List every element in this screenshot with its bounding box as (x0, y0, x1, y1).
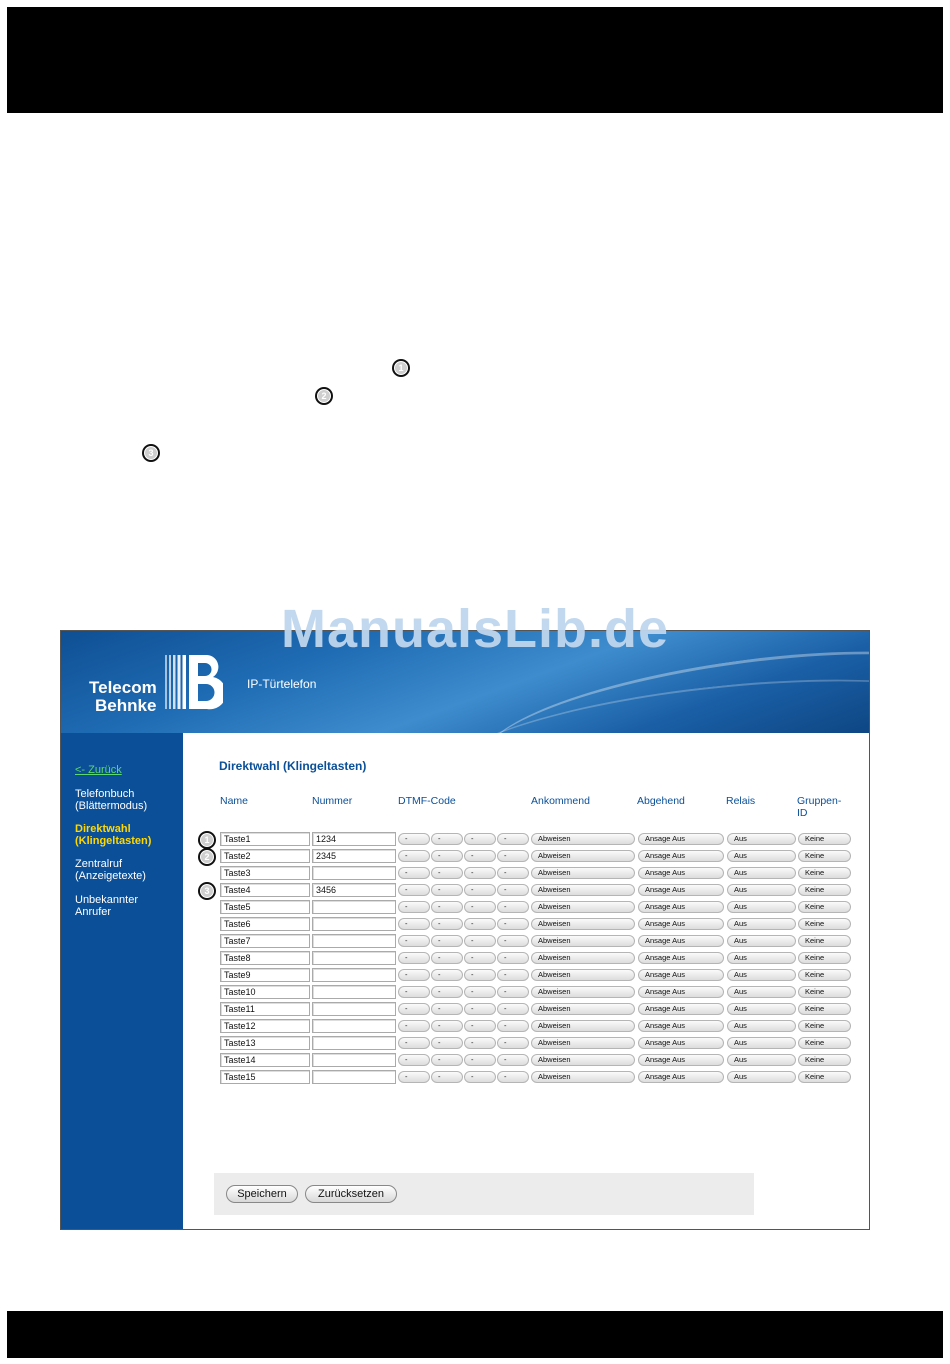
relais-select[interactable]: Aus (727, 918, 796, 930)
gruppen-id-select[interactable]: Keine (798, 1037, 851, 1049)
abgehend-select[interactable]: Ansage Aus (638, 918, 724, 930)
abgehend-select[interactable]: Ansage Aus (638, 1020, 724, 1032)
dtmf-select-3[interactable]: - (464, 969, 496, 981)
dtmf-select-4[interactable]: - (497, 1003, 529, 1015)
ankommend-select[interactable]: Abweisen (531, 935, 635, 947)
dtmf-select-3[interactable]: - (464, 986, 496, 998)
dtmf-select-2[interactable]: - (431, 935, 463, 947)
ankommend-select[interactable]: Abweisen (531, 884, 635, 896)
name-field[interactable]: Taste9 (220, 968, 310, 982)
dtmf-select-3[interactable]: - (464, 1020, 496, 1032)
name-field[interactable]: Taste10 (220, 985, 310, 999)
dtmf-select-3[interactable]: - (464, 1054, 496, 1066)
relais-select[interactable]: Aus (727, 901, 796, 913)
abgehend-select[interactable]: Ansage Aus (638, 1037, 724, 1049)
dtmf-select-2[interactable]: - (431, 918, 463, 930)
gruppen-id-select[interactable]: Keine (798, 833, 851, 845)
row-callout-marker: 3 (198, 882, 216, 900)
relais-select[interactable]: Aus (727, 1020, 796, 1032)
abgehend-select[interactable]: Ansage Aus (638, 833, 724, 845)
dtmf-select-1[interactable]: - (398, 884, 430, 896)
sidebar (61, 733, 183, 1230)
ankommend-select[interactable]: Abweisen (531, 833, 635, 845)
dtmf-select-4[interactable]: - (497, 952, 529, 964)
table-row (183, 832, 869, 848)
table-row (183, 934, 869, 950)
dtmf-select-3[interactable]: - (464, 1071, 496, 1083)
logo-mark-icon (165, 653, 223, 711)
column-header-gruppen-id: Gruppen- ID (797, 795, 842, 819)
dtmf-select-4[interactable]: - (497, 918, 529, 930)
column-header-relais: Relais (726, 795, 756, 807)
dtmf-select-2[interactable]: - (431, 884, 463, 896)
dtmf-select-3[interactable]: - (464, 833, 496, 845)
dtmf-select-3[interactable]: - (464, 1003, 496, 1015)
relais-select[interactable]: Aus (727, 884, 796, 896)
abgehend-select[interactable]: Ansage Aus (638, 867, 724, 879)
button-bar (214, 1173, 754, 1215)
dtmf-select-2[interactable]: - (431, 1020, 463, 1032)
number-field[interactable] (312, 985, 396, 999)
name-field[interactable]: Taste12 (220, 1019, 310, 1033)
watermark-text: ManualsLib.de (280, 599, 670, 659)
dtmf-select-4[interactable]: - (497, 901, 529, 913)
column-header-ankommend: Ankommend (531, 795, 590, 807)
dtmf-select-4[interactable]: - (497, 884, 529, 896)
dtmf-select-4[interactable]: - (497, 833, 529, 845)
gruppen-id-select[interactable]: Keine (798, 1003, 851, 1015)
gruppen-id-select[interactable]: Keine (798, 867, 851, 879)
row-callout-marker: 1 (198, 831, 216, 849)
column-header-name: Name (220, 795, 249, 807)
gruppen-id-select[interactable]: Keine (798, 1071, 851, 1083)
table-row (183, 866, 869, 882)
dtmf-select-2[interactable]: - (431, 952, 463, 964)
table-row (183, 1053, 869, 1069)
abgehend-select[interactable]: Ansage Aus (638, 1071, 724, 1083)
dtmf-select-4[interactable]: - (497, 935, 529, 947)
dtmf-select-1[interactable]: - (398, 969, 430, 981)
dtmf-select-1[interactable]: - (398, 1037, 430, 1049)
dtmf-select-3[interactable]: - (464, 850, 496, 862)
name-field[interactable]: Taste8 (220, 951, 310, 965)
dtmf-select-3[interactable]: - (464, 901, 496, 913)
relais-select[interactable]: Aus (727, 952, 796, 964)
brand-logo (89, 679, 157, 715)
column-header-nummer: Nummer (312, 795, 353, 807)
gruppen-id-select[interactable]: Keine (798, 1054, 851, 1066)
nav-direktwahl[interactable]: Direktwahl (Klingeltasten) (75, 823, 152, 847)
dtmf-select-2[interactable]: - (431, 969, 463, 981)
number-field[interactable] (312, 1002, 396, 1016)
relais-select[interactable]: Aus (727, 1003, 796, 1015)
dtmf-select-4[interactable]: - (497, 1037, 529, 1049)
number-field[interactable] (312, 900, 396, 914)
relais-select[interactable]: Aus (727, 935, 796, 947)
gruppen-id-select[interactable]: Keine (798, 986, 851, 998)
dtmf-select-4[interactable]: - (497, 1071, 529, 1083)
save-button[interactable]: Speichern (226, 1185, 298, 1203)
dtmf-select-1[interactable]: - (398, 867, 430, 879)
abgehend-select[interactable]: Ansage Aus (638, 901, 724, 913)
app-title: IP-Türtelefon (247, 677, 317, 691)
callout-marker-2: 2 (315, 387, 333, 405)
name-field[interactable]: Taste6 (220, 917, 310, 931)
gruppen-id-select[interactable]: Keine (798, 952, 851, 964)
ankommend-select[interactable]: Abweisen (531, 867, 635, 879)
dtmf-select-2[interactable]: - (431, 867, 463, 879)
dtmf-select-3[interactable]: - (464, 1037, 496, 1049)
logo-line-2: Behnke (95, 696, 157, 715)
gruppen-id-select[interactable]: Keine (798, 918, 851, 930)
table-row (183, 1019, 869, 1035)
dtmf-select-4[interactable]: - (497, 850, 529, 862)
gruppen-id-select[interactable]: Keine (798, 1020, 851, 1032)
logo-line-1: Telecom (89, 678, 157, 697)
dtmf-select-1[interactable]: - (398, 986, 430, 998)
table-row (183, 1036, 869, 1052)
abgehend-select[interactable]: Ansage Aus (638, 850, 724, 862)
ankommend-select[interactable]: Abweisen (531, 1071, 635, 1083)
gruppen-id-select[interactable]: Keine (798, 935, 851, 947)
ankommend-select[interactable]: Abweisen (531, 901, 635, 913)
dtmf-select-1[interactable]: - (398, 918, 430, 930)
number-field[interactable]: 2345 (312, 849, 396, 863)
name-field[interactable]: Taste7 (220, 934, 310, 948)
screenshot-frame (60, 630, 870, 1230)
abgehend-select[interactable]: Ansage Aus (638, 1003, 724, 1015)
ankommend-select[interactable]: Abweisen (531, 850, 635, 862)
dtmf-select-1[interactable]: - (398, 952, 430, 964)
nav-zentralruf[interactable]: Zentralruf (Anzeigetexte) (75, 858, 146, 882)
page-header-bar (7, 7, 943, 113)
ankommend-select[interactable]: Abweisen (531, 1020, 635, 1032)
column-header-dtmf: DTMF-Code (398, 795, 456, 807)
dtmf-select-3[interactable]: - (464, 918, 496, 930)
column-header-abgehend: Abgehend (637, 795, 685, 807)
number-field[interactable] (312, 917, 396, 931)
name-field[interactable]: Taste11 (220, 1002, 310, 1016)
number-field[interactable] (312, 1053, 396, 1067)
name-field[interactable]: Taste13 (220, 1036, 310, 1050)
dtmf-select-4[interactable]: - (497, 1054, 529, 1066)
relais-select[interactable]: Aus (727, 1071, 796, 1083)
name-field[interactable]: Taste14 (220, 1053, 310, 1067)
number-field[interactable] (312, 1070, 396, 1084)
abgehend-select[interactable]: Ansage Aus (638, 935, 724, 947)
dtmf-select-2[interactable]: - (431, 850, 463, 862)
dtmf-select-2[interactable]: - (431, 1003, 463, 1015)
gruppen-id-select[interactable]: Keine (798, 850, 851, 862)
row-callout-marker: 2 (198, 848, 216, 866)
table-row (183, 900, 869, 916)
name-field[interactable]: Taste4 (220, 883, 310, 897)
name-field[interactable]: Taste3 (220, 866, 310, 880)
ankommend-select[interactable]: Abweisen (531, 1037, 635, 1049)
callout-marker-3: 3 (142, 444, 160, 462)
name-field[interactable]: Taste1 (220, 832, 310, 846)
dtmf-select-2[interactable]: - (431, 1054, 463, 1066)
table-row (183, 917, 869, 933)
name-field[interactable]: Taste2 (220, 849, 310, 863)
main-content (183, 733, 869, 1230)
table-row (183, 968, 869, 984)
gruppen-id-select[interactable]: Keine (798, 901, 851, 913)
table-row (183, 951, 869, 967)
dtmf-select-2[interactable]: - (431, 1071, 463, 1083)
dtmf-select-1[interactable]: - (398, 833, 430, 845)
abgehend-select[interactable]: Ansage Aus (638, 1054, 724, 1066)
gruppen-id-select[interactable]: Keine (798, 884, 851, 896)
number-field[interactable] (312, 1019, 396, 1033)
relais-select[interactable]: Aus (727, 969, 796, 981)
table-row (183, 1070, 869, 1086)
dtmf-select-2[interactable]: - (431, 986, 463, 998)
dtmf-select-4[interactable]: - (497, 1020, 529, 1032)
table-row (183, 1002, 869, 1018)
dtmf-select-1[interactable]: - (398, 901, 430, 913)
reset-button[interactable]: Zurücksetzen (305, 1185, 397, 1203)
number-field[interactable]: 3456 (312, 883, 396, 897)
relais-select[interactable]: Aus (727, 986, 796, 998)
number-field[interactable] (312, 866, 396, 880)
table-row (183, 849, 869, 865)
dtmf-select-3[interactable]: - (464, 884, 496, 896)
relais-select[interactable]: Aus (727, 850, 796, 862)
dtmf-select-3[interactable]: - (464, 952, 496, 964)
ankommend-select[interactable]: Abweisen (531, 986, 635, 998)
gruppen-id-select[interactable]: Keine (798, 969, 851, 981)
dtmf-select-3[interactable]: - (464, 867, 496, 879)
ankommend-select[interactable]: Abweisen (531, 918, 635, 930)
number-field[interactable] (312, 1036, 396, 1050)
ankommend-select[interactable]: Abweisen (531, 969, 635, 981)
dtmf-select-3[interactable]: - (464, 935, 496, 947)
page-title: Direktwahl (Klingeltasten) (219, 759, 367, 773)
dtmf-select-4[interactable]: - (497, 867, 529, 879)
dtmf-select-2[interactable]: - (431, 833, 463, 845)
dtmf-select-1[interactable]: - (398, 1020, 430, 1032)
number-field[interactable] (312, 934, 396, 948)
dtmf-select-2[interactable]: - (431, 901, 463, 913)
abgehend-select[interactable]: Ansage Aus (638, 952, 724, 964)
number-field[interactable]: 1234 (312, 832, 396, 846)
table-row (183, 883, 869, 899)
dtmf-select-1[interactable]: - (398, 1071, 430, 1083)
dtmf-select-1[interactable]: - (398, 1054, 430, 1066)
relais-select[interactable]: Aus (727, 867, 796, 879)
abgehend-select[interactable]: Ansage Aus (638, 986, 724, 998)
relais-select[interactable]: Aus (727, 833, 796, 845)
dtmf-select-1[interactable]: - (398, 935, 430, 947)
dtmf-select-2[interactable]: - (431, 1037, 463, 1049)
number-field[interactable] (312, 968, 396, 982)
nav-telefonbuch[interactable]: Telefonbuch (Blättermodus) (75, 788, 148, 812)
ankommend-select[interactable]: Abweisen (531, 952, 635, 964)
dtmf-select-4[interactable]: - (497, 969, 529, 981)
name-field[interactable]: Taste15 (220, 1070, 310, 1084)
callout-marker-1: 1 (392, 359, 410, 377)
dtmf-select-1[interactable]: - (398, 850, 430, 862)
ankommend-select[interactable]: Abweisen (531, 1003, 635, 1015)
relais-select[interactable]: Aus (727, 1037, 796, 1049)
abgehend-select[interactable]: Ansage Aus (638, 884, 724, 896)
number-field[interactable] (312, 951, 396, 965)
dtmf-select-1[interactable]: - (398, 1003, 430, 1015)
nav-unbekannter-anrufer[interactable]: Unbekannter Anrufer (75, 894, 138, 918)
name-field[interactable]: Taste5 (220, 900, 310, 914)
dtmf-select-4[interactable]: - (497, 986, 529, 998)
ankommend-select[interactable]: Abweisen (531, 1054, 635, 1066)
table-row (183, 985, 869, 1001)
abgehend-select[interactable]: Ansage Aus (638, 969, 724, 981)
page-footer-bar (7, 1311, 943, 1358)
nav-back-link[interactable]: <- Zurück (75, 764, 122, 776)
relais-select[interactable]: Aus (727, 1054, 796, 1066)
